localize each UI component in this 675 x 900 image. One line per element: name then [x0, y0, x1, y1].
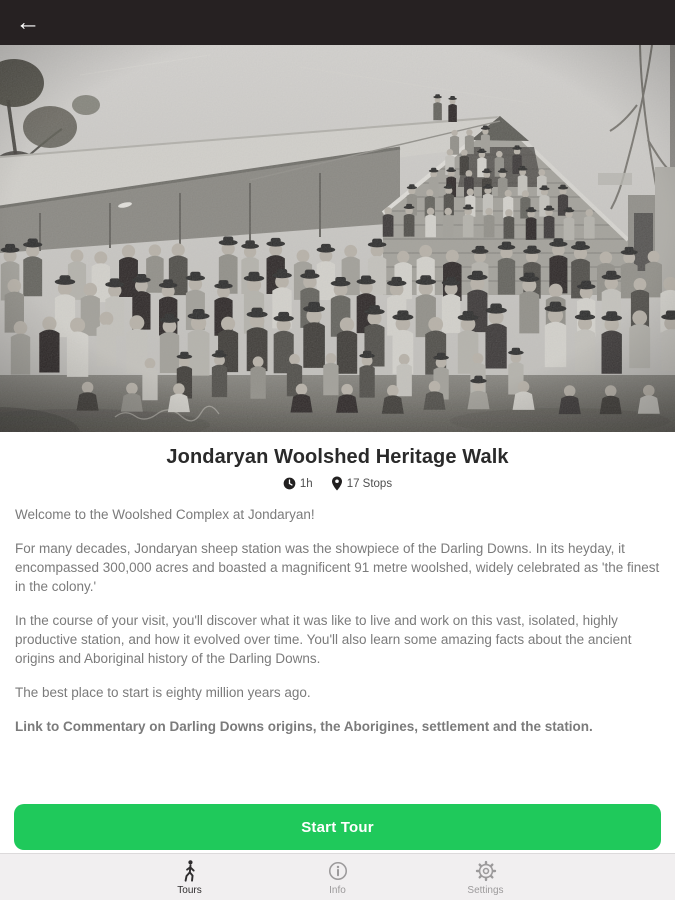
info-icon: [327, 859, 349, 883]
tour-meta: [15, 476, 660, 491]
tour-hero-photo: [0, 45, 675, 432]
map-pin-icon: [331, 476, 343, 491]
top-app-bar: [0, 0, 675, 45]
commentary-link[interactable]: Link to Commentary on Darling Downs origins, the Aborigines, settlement and the station.: [15, 719, 593, 734]
nav-item-info[interactable]: [264, 854, 412, 900]
tour-paragraph: In the course of your visit, you'll discover what it was like to live and work on this vast, isolated, highly productive station, and how it evolved over time. You'll also learn some amazing facts about the ancient origins and Aboriginal history of the Darling Downs.: [15, 613, 632, 666]
gear-icon: [475, 859, 497, 883]
back-arrow-icon: ←: [15, 8, 41, 36]
nav-item-settings[interactable]: [412, 854, 560, 900]
tour-stops-label: 17 Stops: [346, 477, 393, 490]
tour-details: [0, 432, 675, 751]
nav-label-tours: Tours: [177, 885, 202, 896]
tour-paragraph: The best place to start is eighty million years ago.: [15, 685, 311, 700]
tour-paragraph: For many decades, Jondaryan sheep station was the showpiece of the Darling Downs. In its heyday, it encompassed 300,000 acres and boasted a magnificent 91 metre woolshed, widely celebrated as 'the finest in the colony.': [15, 541, 660, 594]
start-tour-button[interactable]: Start Tour: [14, 804, 661, 850]
tour-duration-label: 1h: [299, 477, 313, 490]
tour-duration: [283, 477, 313, 490]
clock-icon: [283, 477, 296, 490]
nav-label-info: Info: [329, 885, 346, 896]
nav-label-settings: Settings: [467, 885, 504, 896]
bottom-nav: [0, 853, 675, 900]
tour-title: Jondaryan Woolshed Heritage Walk: [166, 446, 509, 468]
back-button[interactable]: [8, 3, 48, 43]
hiker-icon: [179, 859, 201, 883]
nav-item-tours[interactable]: [116, 854, 264, 900]
tour-stops: [331, 476, 392, 491]
tour-paragraph: Welcome to the Woolshed Complex at Jondaryan!: [15, 507, 315, 522]
